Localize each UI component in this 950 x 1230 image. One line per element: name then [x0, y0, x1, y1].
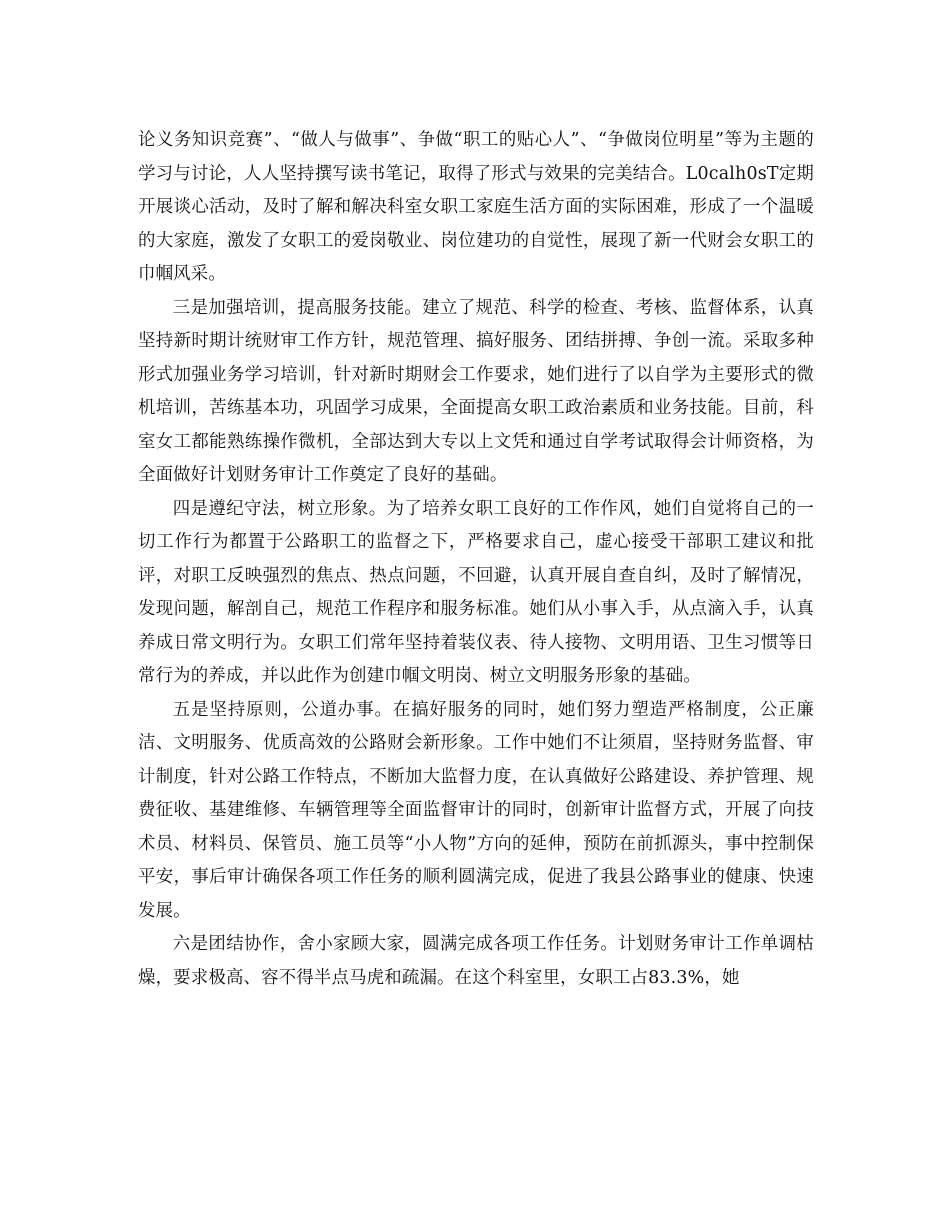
document-body: [138, 124, 814, 995]
paragraph-principles: 五是坚持原则，公道办事。在搞好服务的同时，她们努力塑造严格制度，公正廉洁、文明服务、优质高效的公路财会新形象。工作中她们不让须眉，坚持财务监督、审计制度，针对公路工作特点，不断加大监督力度，在认真做好公路建设、养护管理、规费征收、基建维修、车辆管理等全面监督审计的同时，创新审计监督方式，开展了向技术员、材料员、保管员、施工员等“小人物”方向的延伸，预防在前抓源头，事中控制保平安，事后审计确保各项工作任务的顺利圆满完成，促进了我县公路事业的健康、快速发展。: [138, 699, 814, 921]
paragraph-discipline: 四是遵纪守法，树立形象。为了培养女职工良好的工作作风，她们自觉将自己的一切工作行为都置于公路职工的监督之下，严格要求自己，虚心接受干部职工建议和批评，对职工反映强烈的焦点、热点问题，不回避，认真开展自查自纠，及时了解情况，发现问题，解剖自己，规范工作程序和服务标准。她们从小事入手，从点滴入手，认真养成日常文明行为。女职工们常年坚持着装仪表、待人接物、文明用语、卫生习惯等日常行为的养成，并以此作为创建巾帼文明岗、树立文明服务形象的基础。: [138, 498, 814, 686]
paragraph-intro-continuation: 论义务知识竞赛”、“做人与做事”、争做“职工的贴心人”、“争做岗位明星”等为主题的学习与讨论，人人坚持撰写读书笔记，取得了形式与效果的完美结合。L0calh0sT定期开展谈心活动，及时了解和解决科室女职工家庭生活方面的实际困难，形成了一个温暖的大家庭，激发了女职工的爱岗敬业、岗位建功的自觉性，展现了新一代财会女职工的巾帼风采。: [138, 130, 814, 284]
paragraph-teamwork: 六是团结协作，舍小家顾大家，圆满完成各项工作任务。计划财务审计工作单调枯燥，要求极高、容不得半点马虎和疏漏。在这个科室里，女职工占83.3%，她: [138, 934, 814, 988]
paragraph-training: 三是加强培训，提高服务技能。建立了规范、科学的检查、考核、监督体系，认真坚持新时期计统财审工作方针，规范管理、搞好服务、团结拼搏、争创一流。采取多种形式加强业务学习培训，针对新时期财会工作要求，她们进行了以自学为主要形式的微机培训，苦练基本功，巩固学习成果，全面提高女职工政治素质和业务技能。目前，科室女工都能熟练操作微机，全部达到大专以上文凭和通过自学考试取得会计师资格，为全面做好计划财务审计工作奠定了良好的基础。: [138, 297, 814, 485]
